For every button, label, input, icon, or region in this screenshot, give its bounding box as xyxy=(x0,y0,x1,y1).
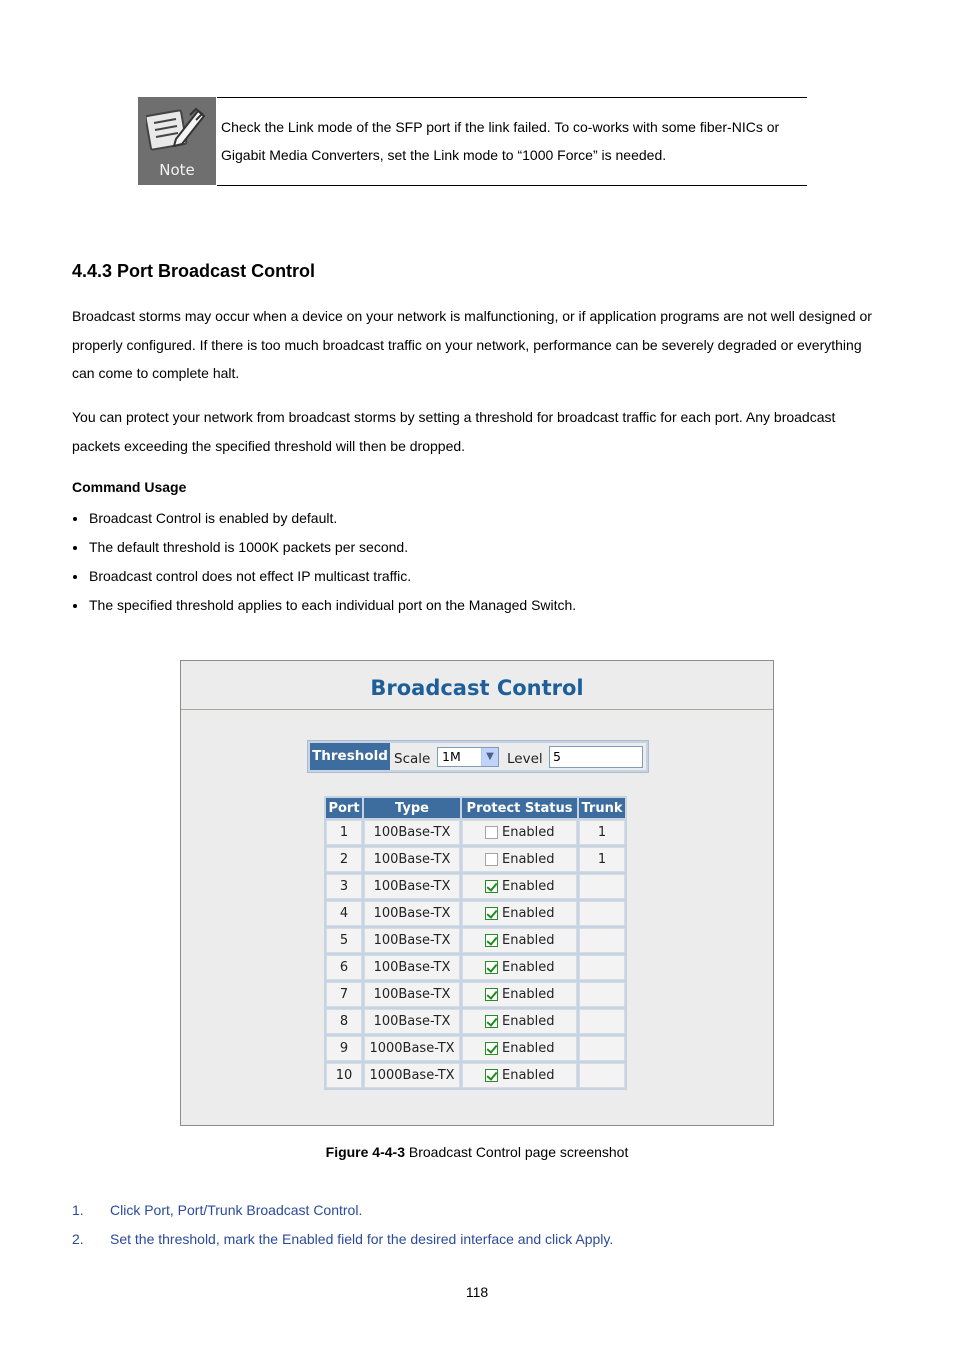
type-cell: 100Base-TX xyxy=(364,982,460,1007)
protect-status-cell xyxy=(462,1036,577,1061)
threshold-paragraph: You can protect your network from broadcast storms by setting a threshold for broadcast traffic for each port. Any broadcast packets exceeding the specified threshold will then be dropped. xyxy=(72,409,836,454)
protect-status-cell xyxy=(462,955,577,980)
note-text-line-2: Gigabit Media Converters, set the Link mode to “1000 Force” is needed. xyxy=(221,147,667,163)
steps-list xyxy=(72,1196,613,1254)
enabled-label: Enabled xyxy=(502,987,555,1002)
protect-status-cell xyxy=(462,847,577,872)
column-header-port: Port xyxy=(326,798,362,818)
note-label: Note xyxy=(159,161,195,179)
table-row xyxy=(326,955,625,980)
port-cell: 9 xyxy=(326,1036,362,1061)
enabled-label: Enabled xyxy=(502,1041,555,1056)
enabled-checkbox[interactable] xyxy=(485,934,498,947)
table-row xyxy=(326,820,625,845)
type-cell: 1000Base-TX xyxy=(364,1063,460,1088)
enabled-label: Enabled xyxy=(502,960,555,975)
trunk-cell: 1 xyxy=(579,847,625,872)
note-bottom-rule xyxy=(217,185,807,186)
table-row xyxy=(326,1036,625,1061)
bullet-item: Broadcast control does not effect IP multicast traffic. xyxy=(72,562,576,591)
type-cell: 100Base-TX xyxy=(364,955,460,980)
trunk-cell xyxy=(579,874,625,899)
table-row xyxy=(326,1063,625,1088)
port-cell: 8 xyxy=(326,1009,362,1034)
panel-divider xyxy=(181,709,773,710)
protect-status-cell xyxy=(462,982,577,1007)
threshold-label: Threshold xyxy=(310,743,390,770)
scale-label: Scale xyxy=(394,751,431,767)
enabled-checkbox[interactable] xyxy=(485,961,498,974)
chevron-down-icon[interactable]: ▼ xyxy=(481,748,498,766)
port-cell: 6 xyxy=(326,955,362,980)
step-text: Click Port, Port/Trunk Broadcast Control. xyxy=(110,1202,363,1218)
enabled-label: Enabled xyxy=(502,879,555,894)
protect-status-cell xyxy=(462,820,577,845)
enabled-label: Enabled xyxy=(502,1068,555,1083)
port-cell: 4 xyxy=(326,901,362,926)
protect-status-cell xyxy=(462,874,577,899)
type-cell: 100Base-TX xyxy=(364,847,460,872)
trunk-cell xyxy=(579,1036,625,1061)
threshold-bar xyxy=(307,740,649,773)
bullet-item: Broadcast Control is enabled by default. xyxy=(72,504,576,533)
protect-status-cell xyxy=(462,1063,577,1088)
enabled-checkbox[interactable] xyxy=(485,907,498,920)
protect-status-cell xyxy=(462,928,577,953)
port-cell: 3 xyxy=(326,874,362,899)
step-number: 2. xyxy=(72,1231,84,1247)
port-table-header xyxy=(326,798,625,818)
level-label: Level xyxy=(507,751,543,767)
level-input[interactable]: 5 xyxy=(549,746,643,768)
port-table xyxy=(324,796,627,1090)
figure-label: Figure 4-4-3 xyxy=(325,1144,405,1160)
type-cell: 100Base-TX xyxy=(364,928,460,953)
trunk-cell xyxy=(579,955,625,980)
trunk-cell xyxy=(579,1063,625,1088)
bullet-item: The default threshold is 1000K packets per second. xyxy=(72,533,576,562)
column-header-trunk: Trunk xyxy=(579,798,625,818)
enabled-checkbox[interactable] xyxy=(485,988,498,1001)
enabled-checkbox[interactable] xyxy=(485,1069,498,1082)
type-cell: 100Base-TX xyxy=(364,820,460,845)
port-cell: 1 xyxy=(326,820,362,845)
enabled-checkbox[interactable] xyxy=(485,1042,498,1055)
section-heading: 4.4.3 Port Broadcast Control xyxy=(72,261,316,281)
enabled-checkbox[interactable] xyxy=(485,1015,498,1028)
scale-select-value: 1M xyxy=(442,749,461,764)
port-cell: 5 xyxy=(326,928,362,953)
port-cell: 10 xyxy=(326,1063,362,1088)
enabled-checkbox[interactable] xyxy=(485,880,498,893)
column-header-type: Type xyxy=(364,798,460,818)
intro-paragraph: Broadcast storms may occur when a device on your network is malfunctioning, or if application programs are not well designed or properly configured. If there is too much broadcast traffic on your network, performance can be severely degraded or everything can come to complete halt. xyxy=(72,308,872,381)
port-cell: 2 xyxy=(326,847,362,872)
enabled-label: Enabled xyxy=(502,933,555,948)
trunk-cell xyxy=(579,1009,625,1034)
table-row xyxy=(326,847,625,872)
figure-caption-text: Broadcast Control page screenshot xyxy=(405,1144,629,1160)
type-cell: 1000Base-TX xyxy=(364,1036,460,1061)
step-item xyxy=(72,1225,613,1254)
enabled-label: Enabled xyxy=(502,852,555,867)
command-usage-heading: Command Usage xyxy=(72,479,187,495)
trunk-cell xyxy=(579,982,625,1007)
column-header-protect-status: Protect Status xyxy=(462,798,577,818)
table-row xyxy=(326,928,625,953)
type-cell: 100Base-TX xyxy=(364,874,460,899)
step-number: 1. xyxy=(72,1202,84,1218)
table-row xyxy=(326,982,625,1007)
figure-caption xyxy=(0,1144,954,1160)
table-row xyxy=(326,1009,625,1034)
trunk-cell: 1 xyxy=(579,820,625,845)
note-text xyxy=(221,113,811,169)
step-text: Set the threshold, mark the Enabled field for the desired interface and click Apply. xyxy=(110,1231,614,1247)
enabled-checkbox[interactable] xyxy=(485,826,498,839)
table-row xyxy=(326,874,625,899)
port-cell: 7 xyxy=(326,982,362,1007)
note-pencil-icon xyxy=(146,105,208,157)
protect-status-cell xyxy=(462,1009,577,1034)
note-top-rule xyxy=(217,97,807,98)
protect-status-cell xyxy=(462,901,577,926)
bullet-item: The specified threshold applies to each individual port on the Managed Switch. xyxy=(72,591,576,620)
command-usage-list xyxy=(72,504,576,620)
enabled-label: Enabled xyxy=(502,825,555,840)
panel-title: Broadcast Control xyxy=(370,676,584,700)
scale-select[interactable] xyxy=(437,747,499,767)
enabled-checkbox[interactable] xyxy=(485,853,498,866)
table-row xyxy=(326,901,625,926)
type-cell: 100Base-TX xyxy=(364,1009,460,1034)
type-cell: 100Base-TX xyxy=(364,901,460,926)
port-table-body xyxy=(326,820,625,1088)
step-item xyxy=(72,1196,613,1225)
trunk-cell xyxy=(579,901,625,926)
trunk-cell xyxy=(579,928,625,953)
broadcast-control-screenshot xyxy=(180,660,774,1126)
note-text-line-1: Check the Link mode of the SFP port if the link failed. To co-works with some fiber-NICs or xyxy=(221,119,780,135)
enabled-label: Enabled xyxy=(502,906,555,921)
enabled-label: Enabled xyxy=(502,1014,555,1029)
page-number: 118 xyxy=(465,1284,489,1300)
note-icon xyxy=(138,97,216,185)
